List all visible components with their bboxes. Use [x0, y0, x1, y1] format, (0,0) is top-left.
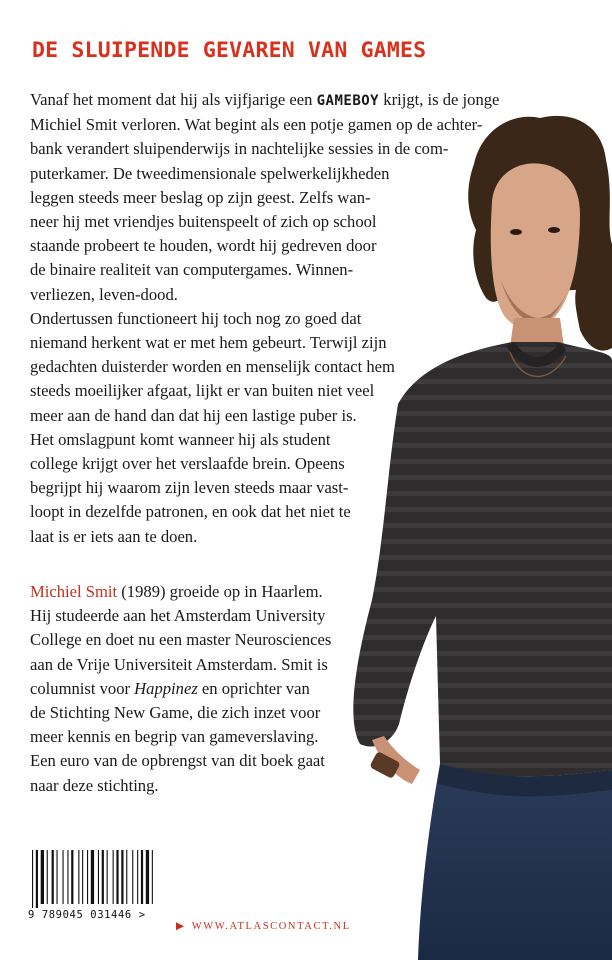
author-name: Michiel Smit: [30, 582, 118, 601]
barcode-bars: [30, 850, 156, 908]
bio-line: naar deze stichting.: [30, 775, 159, 795]
barcode-bar: [57, 850, 58, 904]
barcode-bar: [121, 850, 123, 904]
blurb-line: Vanaf het moment dat hij als vijfjarige een GAMEBOY krijgt, is de jonge: [30, 90, 500, 109]
barcode-bar: [87, 850, 88, 904]
isbn-barcode: [26, 848, 160, 928]
blurb-line: puterkamer. De tweedimensionale spelwerkelijkheden: [30, 163, 390, 183]
bio-line: de Stichting New Game, die zich inzet voor: [30, 703, 321, 723]
blurb-line: de binaire realiteit van computergames. Winnen-: [30, 260, 354, 280]
website-url[interactable]: WWW.ATLASCONTACT.NL: [191, 921, 351, 932]
barcode-bar: [132, 850, 133, 904]
blurb-line: meer aan de hand dan dat hij een lastige puber is.: [30, 405, 357, 425]
barcode-bar: [141, 850, 143, 904]
blurb-line: niemand herkent wat er met hem gebeurt. Terwijl zijn: [30, 333, 387, 353]
barcode-bar: [146, 850, 149, 904]
bio-line: College en doet nu een master Neurosciences: [30, 630, 332, 650]
blurb-line: Michiel Smit verloren. Wat begint als een potje gamen op de achter-: [30, 115, 483, 135]
gameboy-wordmark: GAMEBOY: [316, 93, 380, 109]
barcode-bar: [52, 850, 54, 904]
blurb-line: Ondertussen functioneert hij toch nog zo goed dat: [30, 308, 362, 328]
publisher-website[interactable]: [176, 920, 351, 932]
arrow-right-icon: ▶: [176, 921, 186, 932]
blurb-line: leggen steeds meer beslag op zijn geest. Zelfs wan-: [30, 187, 371, 207]
blurb-line: verliezen, leven-dood.: [30, 284, 178, 304]
blurb-line: Het omslagpunt komt wanneer hij als student: [30, 429, 331, 449]
isbn-marker: >: [138, 909, 146, 921]
blurb-line: college krijgt over het verslaafde brein. Opeens: [30, 454, 345, 474]
barcode-bar: [78, 850, 79, 904]
blurb-line: steeds moeilijker afgaat, lijkt er van buiten niet veel: [30, 381, 375, 401]
barcode-bar: [32, 850, 33, 908]
blurb-line: laat is er iets aan te doen.: [30, 526, 198, 546]
back-cover-title: DE SLUIPENDE GEVAREN VAN GAMES: [32, 38, 427, 63]
barcode-bar: [116, 850, 118, 904]
barcode-bar: [91, 850, 94, 904]
blurb-line: loopt in dezelfde patronen, en ook dat het niet te: [30, 502, 351, 522]
barcode-bar: [67, 850, 68, 904]
blurb-line: bank verandert sluipenderwijs in nachtelijke sessies in de com-: [30, 139, 449, 159]
bio-line: Hij studeerde aan het Amsterdam University: [30, 606, 326, 626]
blurb-line: begrijpt hij waarom zijn leven steeds maar vast-: [30, 478, 349, 498]
barcode-bar: [113, 850, 114, 904]
barcode-bar: [126, 850, 127, 904]
bio-line: aan de Vrije Universiteit Amsterdam. Smit is: [30, 654, 328, 674]
bio-line: meer kennis en begrip van gameverslaving.: [30, 727, 319, 747]
barcode-bar: [82, 850, 83, 904]
barcode-bar: [98, 850, 99, 904]
barcode-bar: [102, 850, 104, 904]
barcode-bar: [71, 850, 73, 904]
bio-line: Een euro van de opbrengst van dit boek gaat: [30, 751, 325, 771]
isbn-number: 9 789045 031446: [28, 909, 132, 921]
blurb-line: gedachten duisterder worden en menselijk contact hem: [30, 357, 395, 377]
magazine-name: Happinez: [134, 678, 198, 698]
blurb-line: neer hij met vriendjes buitenspeelt of zich op school: [30, 212, 377, 232]
barcode-bar: [41, 850, 44, 904]
barcode-bar: [137, 850, 138, 904]
author-bio: Michiel Smit (1989) groeide op in Haarlem. Hij studeerde aan het Amsterdam University College en doet nu een master Neurosciences aan de Vrije Universiteit Amsterdam. Smit is columnist voor Happinez en oprichter van de Stichting New Game, die zich inzet voor meer kennis en begrip van gameverslaving. Een euro van de opbrengst van dit boek gaat naar deze stichting.: [30, 580, 450, 798]
barcode-bar: [36, 850, 38, 908]
barcode-bar: [152, 850, 153, 904]
barcode-bar: [47, 850, 48, 904]
blurb-text: [30, 88, 500, 549]
barcode-bar: [107, 850, 108, 904]
barcode-bar: [63, 850, 64, 904]
blurb-line: staande probeert te houden, wordt hij gedreven door: [30, 236, 377, 256]
face-shape: [491, 163, 580, 329]
